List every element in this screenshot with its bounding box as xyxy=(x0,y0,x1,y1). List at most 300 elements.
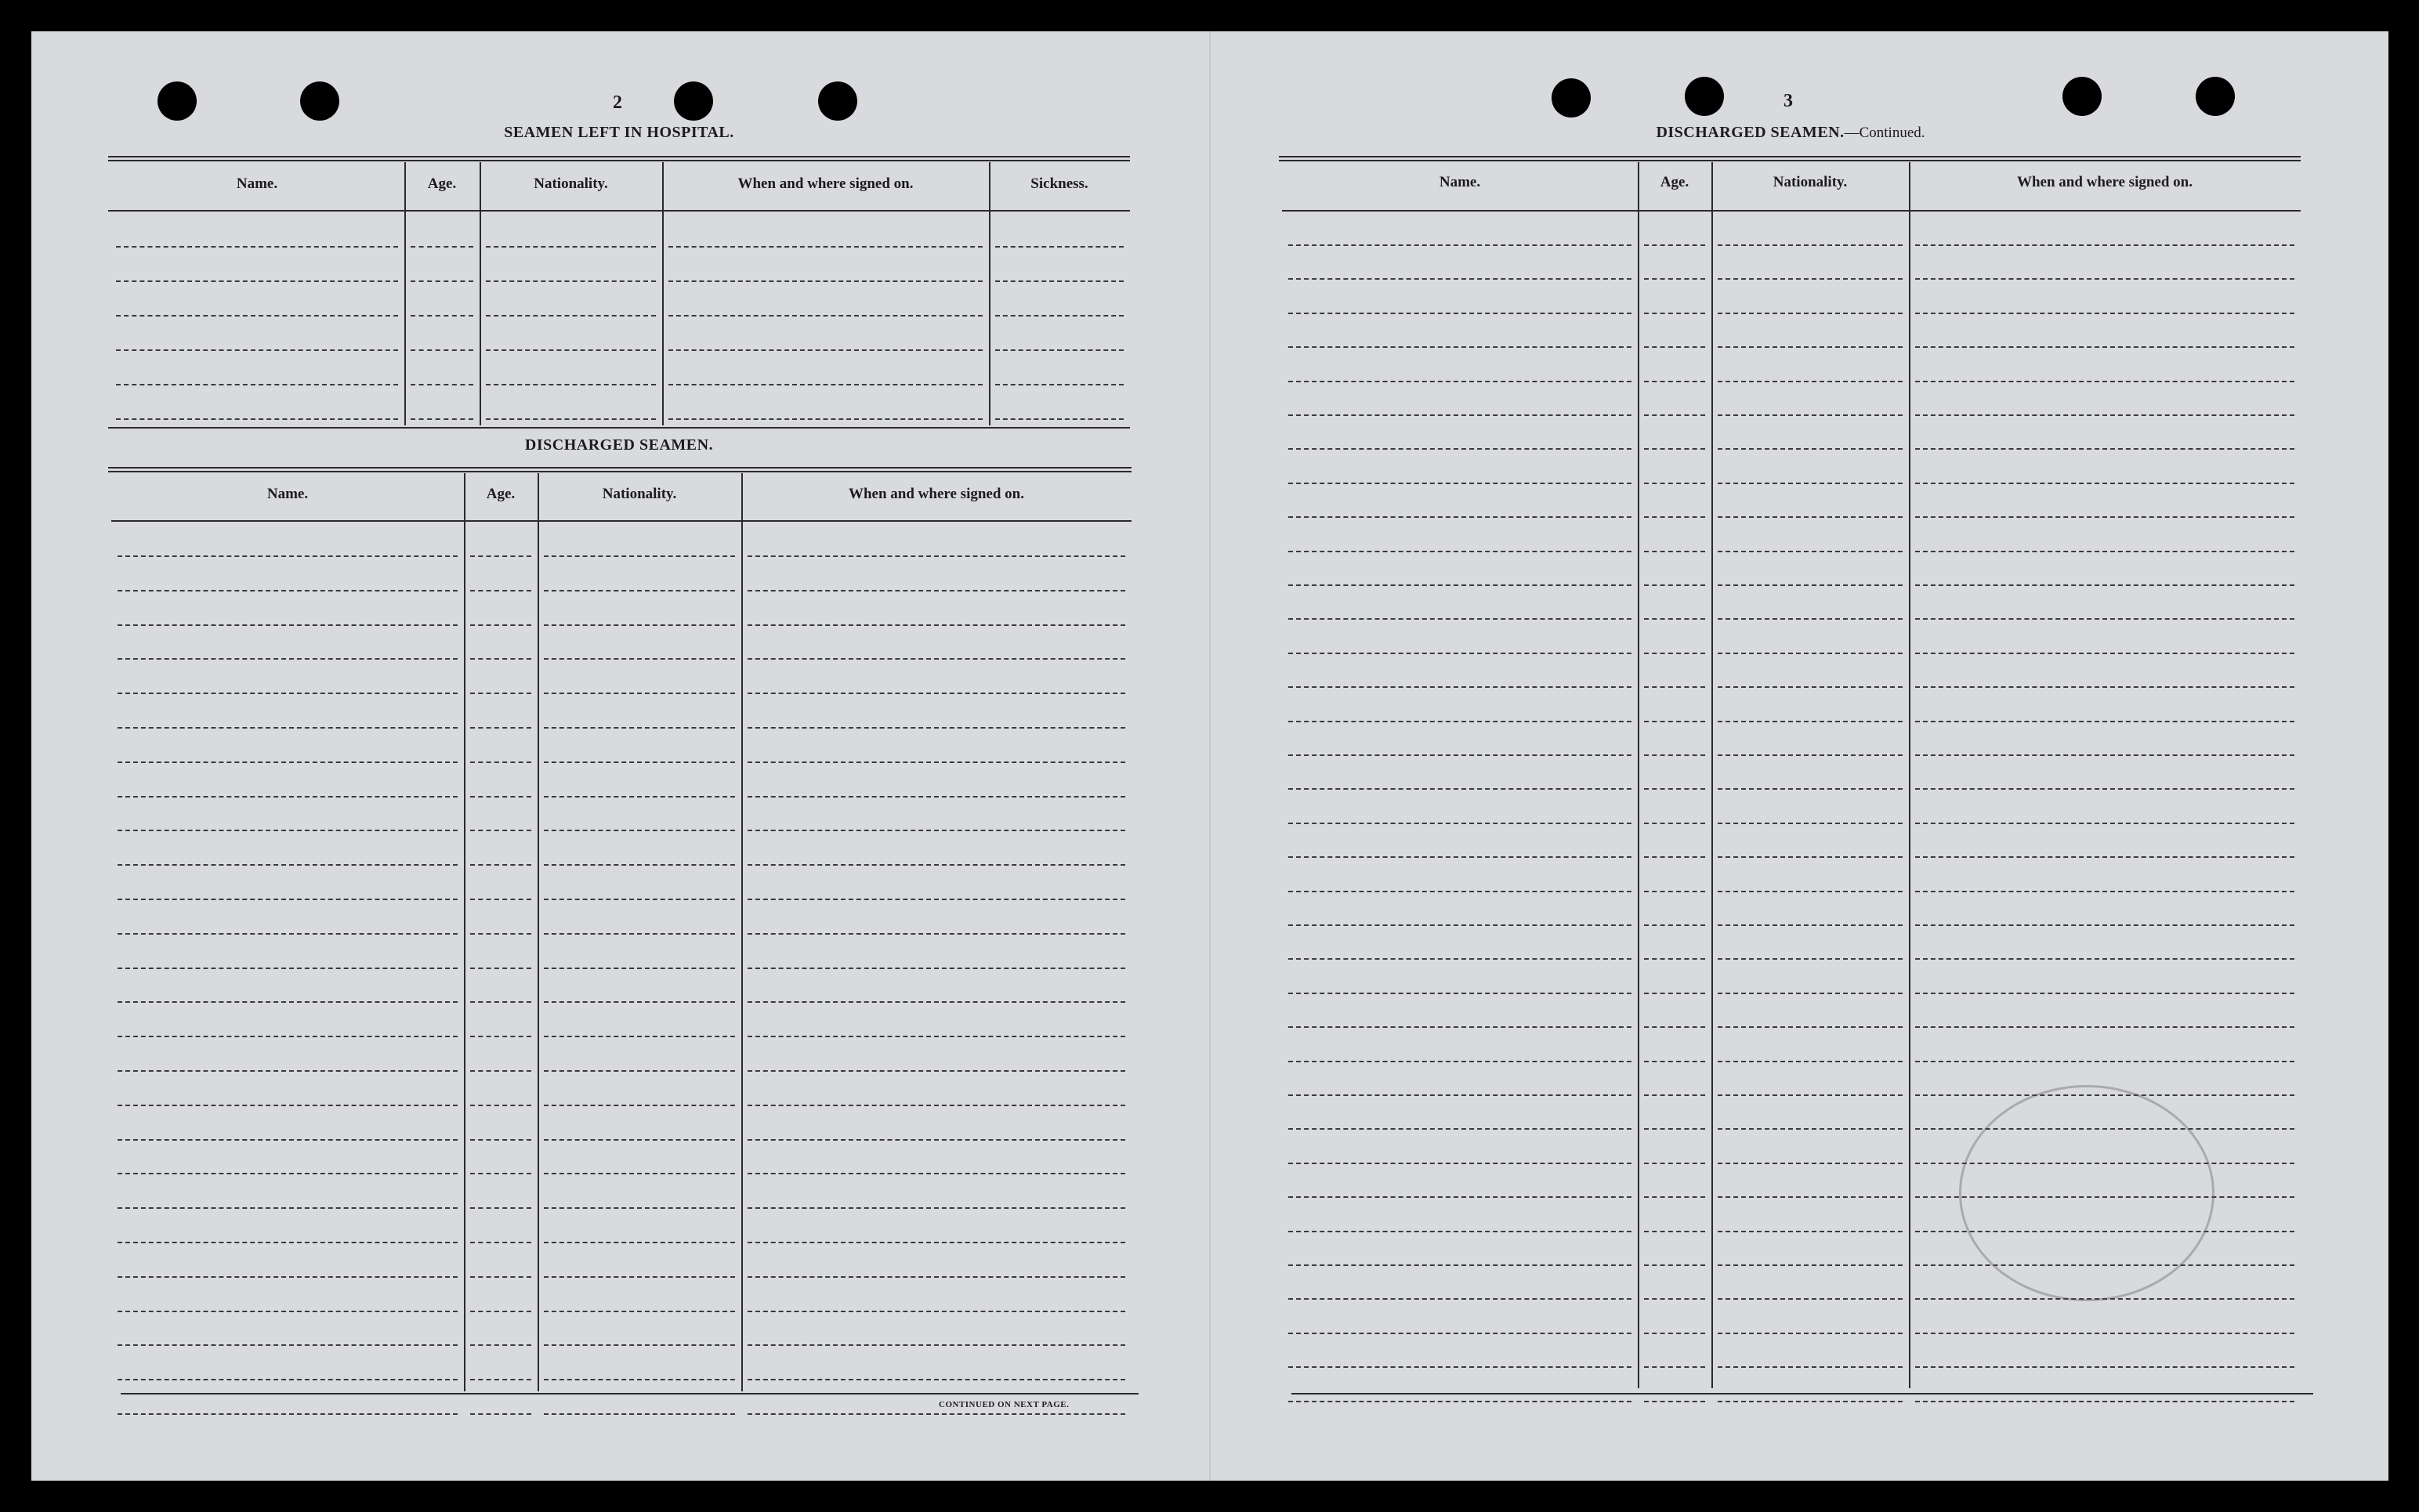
hospital-section-title: SEAMEN LEFT IN HOSPITAL. xyxy=(504,124,734,141)
blank-entry-line xyxy=(1288,788,1631,790)
blank-entry-line xyxy=(118,555,458,557)
blank-entry-line xyxy=(1288,823,1631,824)
blank-entry-line xyxy=(1718,1196,1903,1198)
blank-entry-line xyxy=(118,830,458,831)
blank-entry-line xyxy=(486,418,656,420)
blank-entry-line xyxy=(118,1207,458,1209)
hospital-table-top-rule xyxy=(108,156,1130,161)
blank-entry-line xyxy=(1718,551,1903,552)
blank-entry-line xyxy=(668,246,983,248)
blank-entry-line xyxy=(748,796,1125,798)
blank-entry-line xyxy=(1915,1333,2294,1334)
blank-entry-line xyxy=(1915,958,2294,960)
blank-entry-line xyxy=(544,693,735,694)
blank-entry-line xyxy=(748,1242,1125,1243)
blank-entry-line xyxy=(1915,381,2294,382)
blank-entry-line xyxy=(544,1173,735,1174)
blank-entry-line xyxy=(1718,381,1903,382)
blank-entry-line xyxy=(1915,823,2294,824)
blank-entry-line xyxy=(118,933,458,935)
blank-entry-line xyxy=(544,1105,735,1106)
blank-entry-line xyxy=(116,349,398,351)
blank-entry-line xyxy=(668,280,983,282)
blank-entry-line xyxy=(411,349,473,351)
column-header: Name. xyxy=(236,175,278,192)
column-header: Age. xyxy=(1660,174,1689,190)
blank-entry-line xyxy=(995,384,1124,385)
blank-entry-line xyxy=(470,1070,531,1072)
blank-entry-line xyxy=(1644,856,1705,858)
blank-entry-line xyxy=(1288,483,1631,484)
blank-entry-line xyxy=(748,1344,1125,1346)
blank-entry-line xyxy=(1644,788,1705,790)
blank-entry-line xyxy=(1644,516,1705,518)
blank-entry-line xyxy=(748,1276,1125,1278)
blank-entry-line xyxy=(748,1070,1125,1072)
blank-entry-line xyxy=(1644,278,1705,280)
column-divider xyxy=(1711,162,1713,1388)
blank-entry-line xyxy=(748,1105,1125,1106)
blank-entry-line xyxy=(544,1001,735,1003)
blank-entry-line xyxy=(1288,721,1631,722)
blank-entry-line xyxy=(748,624,1125,626)
blank-entry-line xyxy=(1288,414,1631,416)
blank-entry-line xyxy=(470,624,531,626)
column-divider xyxy=(662,162,664,425)
blank-entry-line xyxy=(748,658,1125,660)
blank-entry-line xyxy=(1915,414,2294,416)
blank-entry-line xyxy=(748,1173,1125,1174)
blank-entry-line xyxy=(116,246,398,248)
blank-entry-line xyxy=(470,1413,531,1415)
page-number-left: 2 xyxy=(613,92,622,113)
blank-entry-line xyxy=(1718,278,1903,280)
blank-entry-line xyxy=(118,590,458,591)
blank-entry-line xyxy=(1644,1298,1705,1300)
blank-entry-line xyxy=(995,418,1124,420)
blank-entry-line xyxy=(1718,856,1903,858)
blank-entry-line xyxy=(470,1105,531,1106)
blank-entry-line xyxy=(748,1207,1125,1209)
blank-entry-line xyxy=(1288,1094,1631,1096)
blank-entry-line xyxy=(544,1207,735,1209)
blank-entry-line xyxy=(1644,1128,1705,1130)
blank-entry-line xyxy=(470,555,531,557)
discharged-title-main: DISCHARGED SEAMEN. xyxy=(1656,124,1845,141)
blank-entry-line xyxy=(1288,1196,1631,1198)
blank-entry-line xyxy=(1915,618,2294,620)
blank-entry-line xyxy=(748,933,1125,935)
blank-entry-line xyxy=(544,727,735,729)
blank-entry-line xyxy=(1288,244,1631,246)
blank-entry-line xyxy=(118,864,458,866)
blank-entry-line xyxy=(470,796,531,798)
blank-entry-line xyxy=(1718,924,1903,926)
blank-entry-line xyxy=(1915,346,2294,348)
discharged-header-rule-left xyxy=(111,520,1132,522)
blank-entry-line xyxy=(1644,754,1705,756)
blank-entry-line xyxy=(748,1311,1125,1312)
blank-entry-line xyxy=(544,830,735,831)
blank-entry-line xyxy=(486,280,656,282)
punch-hole xyxy=(2062,77,2102,116)
blank-entry-line xyxy=(1915,1366,2294,1368)
blank-entry-line xyxy=(544,555,735,557)
blank-entry-line xyxy=(748,555,1125,557)
column-divider xyxy=(1638,162,1639,1388)
blank-entry-line xyxy=(116,384,398,385)
blank-entry-line xyxy=(1915,788,2294,790)
blank-entry-line xyxy=(470,1311,531,1312)
blank-entry-line xyxy=(118,1070,458,1072)
blank-entry-line xyxy=(1644,1026,1705,1028)
discharged-table-top-rule-left xyxy=(108,467,1132,472)
blank-entry-line xyxy=(1915,891,2294,892)
page-number-right: 3 xyxy=(1783,91,1793,111)
blank-entry-line xyxy=(411,315,473,317)
blank-entry-line xyxy=(1644,823,1705,824)
blank-entry-line xyxy=(1718,1061,1903,1062)
blank-entry-line xyxy=(748,968,1125,969)
blank-entry-line xyxy=(118,1139,458,1141)
blank-entry-line xyxy=(470,1173,531,1174)
blank-entry-line xyxy=(116,418,398,420)
blank-entry-line xyxy=(748,761,1125,763)
blank-entry-line xyxy=(668,315,983,317)
blank-entry-line xyxy=(470,1139,531,1141)
blank-entry-line xyxy=(486,246,656,248)
blank-entry-line xyxy=(470,693,531,694)
blank-entry-line xyxy=(470,864,531,866)
continued-footnote: CONTINUED ON NEXT PAGE. xyxy=(939,1400,1070,1409)
blank-entry-line xyxy=(118,1105,458,1106)
blank-entry-line xyxy=(1915,993,2294,994)
blank-entry-line xyxy=(118,1036,458,1037)
blank-entry-line xyxy=(1644,381,1705,382)
blank-entry-line xyxy=(1288,993,1631,994)
blank-entry-line xyxy=(118,1001,458,1003)
blank-entry-line xyxy=(470,590,531,591)
blank-entry-line xyxy=(1718,653,1903,654)
blank-entry-line xyxy=(1915,278,2294,280)
blank-entry-line xyxy=(1644,1264,1705,1266)
blank-entry-line xyxy=(1288,516,1631,518)
blank-entry-line xyxy=(1288,754,1631,756)
blank-entry-line xyxy=(1915,584,2294,586)
blank-entry-line xyxy=(118,1413,458,1415)
blank-entry-line xyxy=(118,1311,458,1312)
column-divider xyxy=(480,162,481,425)
blank-entry-line xyxy=(1288,346,1631,348)
blank-entry-line xyxy=(1915,313,2294,314)
blank-entry-line xyxy=(544,1139,735,1141)
blank-entry-line xyxy=(1718,1298,1903,1300)
blank-entry-line xyxy=(1288,381,1631,382)
blank-entry-line xyxy=(748,1413,1125,1415)
blank-entry-line xyxy=(116,315,398,317)
discharged-table-bottom-rule-left xyxy=(121,1393,1139,1394)
blank-entry-line xyxy=(748,1001,1125,1003)
blank-entry-line xyxy=(1644,924,1705,926)
column-divider xyxy=(404,162,406,425)
blank-entry-line xyxy=(1288,1366,1631,1368)
blank-entry-line xyxy=(1288,313,1631,314)
blank-entry-line xyxy=(1288,1231,1631,1232)
column-header: Name. xyxy=(1439,174,1481,190)
blank-entry-line xyxy=(1288,584,1631,586)
blank-entry-line xyxy=(1718,686,1903,688)
discharged-title-continued: —Continued. xyxy=(1844,125,1925,141)
blank-entry-line xyxy=(1718,1094,1903,1096)
blank-entry-line xyxy=(1644,313,1705,314)
blank-entry-line xyxy=(1718,993,1903,994)
blank-entry-line xyxy=(748,693,1125,694)
blank-entry-line xyxy=(1288,924,1631,926)
blank-entry-line xyxy=(748,590,1125,591)
blank-entry-line xyxy=(1644,551,1705,552)
blank-entry-line xyxy=(470,830,531,831)
column-divider xyxy=(1909,162,1910,1388)
blank-entry-line xyxy=(118,899,458,900)
blank-entry-line xyxy=(118,624,458,626)
blank-entry-line xyxy=(1915,686,2294,688)
blank-entry-line xyxy=(1718,346,1903,348)
blank-entry-line xyxy=(1718,1231,1903,1232)
blank-entry-line xyxy=(411,384,473,385)
blank-entry-line xyxy=(1718,788,1903,790)
blank-entry-line xyxy=(1718,414,1903,416)
blank-entry-line xyxy=(470,658,531,660)
blank-entry-line xyxy=(118,1379,458,1380)
blank-entry-line xyxy=(1644,1366,1705,1368)
column-divider xyxy=(464,473,465,1391)
column-header: Sickness. xyxy=(1030,175,1088,192)
blank-entry-line xyxy=(1718,1026,1903,1028)
blank-entry-line xyxy=(748,899,1125,900)
blank-entry-line xyxy=(544,624,735,626)
blank-entry-line xyxy=(470,899,531,900)
blank-entry-line xyxy=(995,349,1124,351)
punch-hole xyxy=(674,81,713,121)
blank-entry-line xyxy=(118,727,458,729)
blank-entry-line xyxy=(411,280,473,282)
column-header: Age. xyxy=(486,486,516,502)
discharged-section-title-left: DISCHARGED SEAMEN. xyxy=(524,436,714,454)
blank-entry-line xyxy=(544,658,735,660)
blank-entry-line xyxy=(748,830,1125,831)
blank-entry-line xyxy=(470,933,531,935)
blank-entry-line xyxy=(116,280,398,282)
blank-entry-line xyxy=(1718,448,1903,450)
blank-entry-line xyxy=(470,761,531,763)
blank-entry-line xyxy=(1915,551,2294,552)
blank-entry-line xyxy=(1644,891,1705,892)
blank-entry-line xyxy=(470,1242,531,1243)
blank-entry-line xyxy=(118,761,458,763)
blank-entry-line xyxy=(544,796,735,798)
blank-entry-line xyxy=(1718,1401,1903,1402)
blank-entry-line xyxy=(1718,584,1903,586)
blank-entry-line xyxy=(470,727,531,729)
column-divider xyxy=(741,473,743,1391)
blank-entry-line xyxy=(1718,891,1903,892)
blank-entry-line xyxy=(1644,483,1705,484)
blank-entry-line xyxy=(1915,1401,2294,1402)
blank-entry-line xyxy=(544,933,735,935)
discharged-header-rule-right xyxy=(1282,210,2301,212)
blank-entry-line xyxy=(118,1276,458,1278)
blank-entry-line xyxy=(1288,1333,1631,1334)
blank-entry-line xyxy=(1288,686,1631,688)
blank-entry-line xyxy=(470,1276,531,1278)
blank-entry-line xyxy=(1288,551,1631,552)
blank-entry-line xyxy=(1644,653,1705,654)
blank-entry-line xyxy=(486,349,656,351)
blank-entry-line xyxy=(1915,1026,2294,1028)
blank-entry-line xyxy=(1288,1264,1631,1266)
discharged-section-title-right xyxy=(1567,124,2014,142)
blank-entry-line xyxy=(1644,346,1705,348)
hospital-table-bottom-rule xyxy=(108,427,1130,429)
column-header: When and where signed on. xyxy=(2016,174,2193,190)
column-header: Name. xyxy=(266,486,309,502)
blank-entry-line xyxy=(1718,244,1903,246)
blank-entry-line xyxy=(1288,1026,1631,1028)
page-fold xyxy=(1209,31,1211,1481)
blank-entry-line xyxy=(1288,448,1631,450)
blank-entry-line xyxy=(118,796,458,798)
blank-entry-line xyxy=(748,1036,1125,1037)
column-divider xyxy=(989,162,990,425)
column-header: Nationality. xyxy=(1773,174,1848,190)
blank-entry-line xyxy=(544,1311,735,1312)
blank-entry-line xyxy=(668,349,983,351)
blank-entry-line xyxy=(748,727,1125,729)
blank-entry-line xyxy=(1915,448,2294,450)
punch-hole xyxy=(1685,77,1724,116)
punch-hole xyxy=(2196,77,2235,116)
punch-hole xyxy=(300,81,339,121)
blank-entry-line xyxy=(486,315,656,317)
blank-entry-line xyxy=(668,418,983,420)
blank-entry-line xyxy=(1288,278,1631,280)
blank-entry-line xyxy=(1718,958,1903,960)
hospital-header-rule xyxy=(108,210,1130,212)
punch-hole xyxy=(1552,78,1591,118)
blank-entry-line xyxy=(748,1379,1125,1380)
punch-hole xyxy=(818,81,857,121)
blank-entry-line xyxy=(995,315,1124,317)
blank-entry-line xyxy=(544,1036,735,1037)
blank-entry-line xyxy=(1288,856,1631,858)
column-header: Nationality. xyxy=(602,486,677,502)
blank-entry-line xyxy=(1288,618,1631,620)
blank-entry-line xyxy=(544,968,735,969)
blank-entry-line xyxy=(1915,1061,2294,1062)
blank-entry-line xyxy=(470,968,531,969)
blank-entry-line xyxy=(544,1276,735,1278)
blank-entry-line xyxy=(1644,1196,1705,1198)
faded-circular-stamp xyxy=(1959,1085,2214,1301)
blank-entry-line xyxy=(470,1344,531,1346)
blank-entry-line xyxy=(1915,754,2294,756)
blank-entry-line xyxy=(1644,686,1705,688)
blank-entry-line xyxy=(544,1242,735,1243)
blank-entry-line xyxy=(1718,1333,1903,1334)
blank-entry-line xyxy=(118,693,458,694)
blank-entry-line xyxy=(1288,1061,1631,1062)
blank-entry-line xyxy=(1915,516,2294,518)
blank-entry-line xyxy=(1718,754,1903,756)
blank-entry-line xyxy=(118,968,458,969)
blank-entry-line xyxy=(1644,1231,1705,1232)
blank-entry-line xyxy=(1644,1401,1705,1402)
blank-entry-line xyxy=(544,1379,735,1380)
blank-entry-line xyxy=(1288,1163,1631,1164)
blank-entry-line xyxy=(1644,618,1705,620)
blank-entry-line xyxy=(544,590,735,591)
blank-entry-line xyxy=(1644,993,1705,994)
blank-entry-line xyxy=(1915,483,2294,484)
blank-entry-line xyxy=(118,1173,458,1174)
blank-entry-line xyxy=(1288,1128,1631,1130)
blank-entry-line xyxy=(544,899,735,900)
column-header: Age. xyxy=(427,175,457,192)
blank-entry-line xyxy=(118,658,458,660)
blank-entry-line xyxy=(544,1070,735,1072)
blank-entry-line xyxy=(1644,1094,1705,1096)
blank-entry-line xyxy=(995,280,1124,282)
blank-entry-line xyxy=(668,384,983,385)
blank-entry-line xyxy=(748,864,1125,866)
column-divider xyxy=(538,473,539,1391)
blank-entry-line xyxy=(1915,924,2294,926)
blank-entry-line xyxy=(544,864,735,866)
blank-entry-line xyxy=(470,1207,531,1209)
blank-entry-line xyxy=(1288,958,1631,960)
blank-entry-line xyxy=(1718,483,1903,484)
blank-entry-line xyxy=(1718,823,1903,824)
blank-entry-line xyxy=(118,1344,458,1346)
blank-entry-line xyxy=(1718,618,1903,620)
blank-entry-line xyxy=(1718,1366,1903,1368)
punch-hole xyxy=(158,81,197,121)
discharged-table-bottom-rule-right xyxy=(1291,1393,2313,1394)
blank-entry-line xyxy=(1718,1163,1903,1164)
blank-entry-line xyxy=(1915,721,2294,722)
column-header: Nationality. xyxy=(534,175,608,192)
blank-entry-line xyxy=(1288,1298,1631,1300)
column-header: When and where signed on. xyxy=(848,486,1024,502)
blank-entry-line xyxy=(1644,958,1705,960)
blank-entry-line xyxy=(1718,1264,1903,1266)
blank-entry-line xyxy=(411,246,473,248)
blank-entry-line xyxy=(1288,891,1631,892)
blank-entry-line xyxy=(470,1036,531,1037)
blank-entry-line xyxy=(1718,721,1903,722)
blank-entry-line xyxy=(411,418,473,420)
blank-entry-line xyxy=(748,1139,1125,1141)
blank-entry-line xyxy=(1718,516,1903,518)
discharged-table-top-rule-right xyxy=(1279,156,2301,161)
blank-entry-line xyxy=(995,246,1124,248)
blank-entry-line xyxy=(1288,1401,1631,1402)
blank-entry-line xyxy=(1718,1128,1903,1130)
blank-entry-line xyxy=(1915,856,2294,858)
blank-entry-line xyxy=(544,761,735,763)
blank-entry-line xyxy=(470,1379,531,1380)
column-header: When and where signed on. xyxy=(737,175,914,192)
